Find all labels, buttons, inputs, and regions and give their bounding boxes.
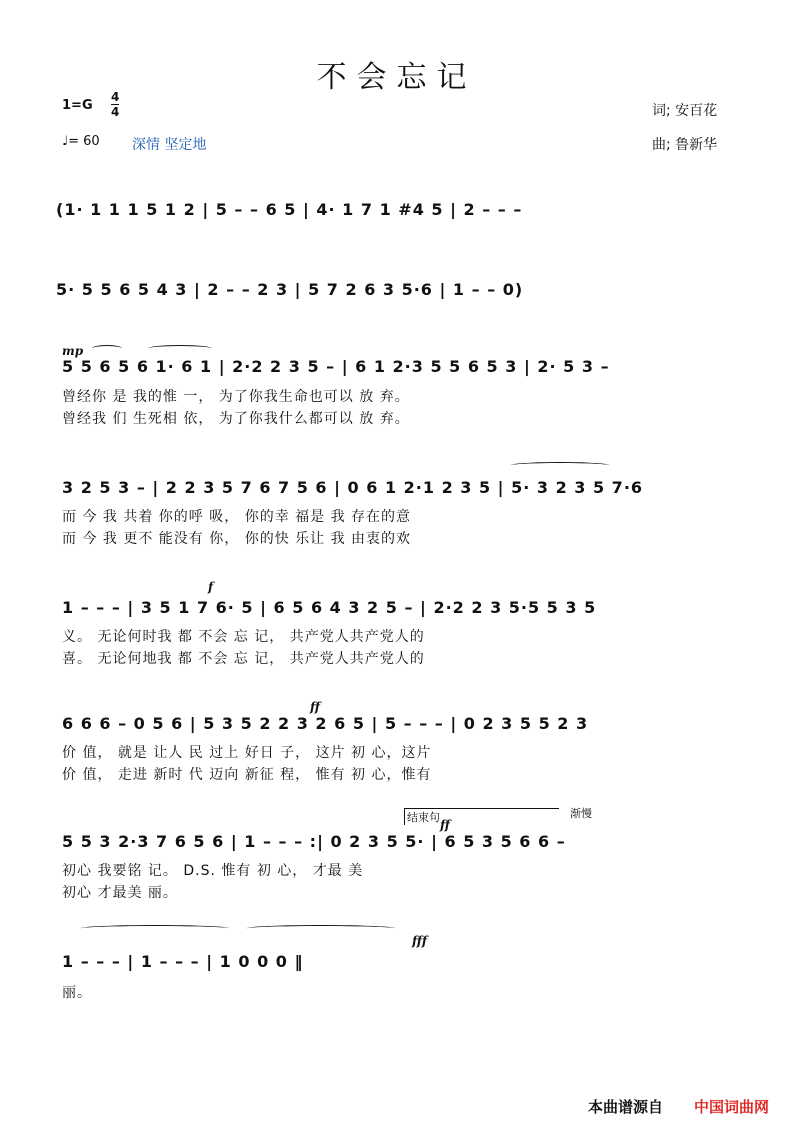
time-signature [111,90,119,119]
ritardando-marking: 渐慢 [570,807,592,820]
lyric-line-3-verse-1: 曾经你 是 我的惟 一， 为了你我生命也可以 放 弃。 [62,389,410,405]
dynamic-mark-mp: mp [62,344,84,358]
lyric-line-5-verse-1: 义。 无论何时我 都 不会 忘 记， 共产党人共产党人的 [62,629,425,645]
score-line-3: 5 5 6 5 6 1· 6 1 | 2·2 2 3 5 – | 6 1 2·3 5 5 6 5 3 | 2· 5 3 – [62,357,610,376]
tie-arc [510,462,610,469]
tie-arc [92,345,122,352]
lyric-line-3-verse-2: 曾经我 们 生死相 依， 为了你我什么都可以 放 弃。 [62,411,410,427]
lyric-line-6-verse-1: 价 值， 就是 让人 民 过上 好日 子， 这片 初 心，这片 [62,745,432,761]
score-line-2: 5· 5 5 6 5 4 3 | 2 – – 2 3 | 5 7 2 6 3 5·6 | 1 – – 0) [56,280,524,299]
ending-marking: 结束句 [404,808,559,825]
dynamic-mark-f: f [208,580,214,594]
score-line-4: 3 2 5 3 – | 2 2 3 5 7 6 7 5 6 | 0 6 1 2·1 2 3 5 | 5· 3 2 3 5 7·6 [62,478,644,497]
lyric-line-5-verse-2: 喜。 无论何地我 都 不会 忘 记， 共产党人共产党人的 [62,651,425,667]
tempo-marking: ♩= 60 [62,134,100,149]
score-line-1: (1· 1 1 1 5 1 2 | 5 – – 6 5 | 4· 1 7 1 #4 5 | 2 – – – [56,200,523,219]
dynamic-mark-fff: fff [412,934,428,948]
tie-arc [246,925,396,932]
score-line-5: 1 – – – | 3 5 1 7 6· 5 | 6 5 6 4 3 2 5 – | 2·2 2 3 5·5 5 3 5 [62,598,597,617]
expression-marking: 深情 坚定地 [132,137,207,153]
tie-arc [148,345,212,352]
score-line-6: 6 6 6 – 0 5 6 | 5 3 5 2 2 3 2 6 5 | 5 – – – | 0 2 3 5 5 2 3 [62,714,589,733]
key-signature: 1=G [62,98,93,113]
score-line-8: 1 – – – | 1 – – – | 1 0 0 0 ‖ [62,952,304,971]
source-site-link[interactable]: 中国词曲网 [694,1098,770,1116]
page-title: 不会忘记 [316,60,477,95]
lyric-line-8: 丽。 [62,985,92,1001]
source-label: 本曲谱源自 [588,1098,664,1116]
lyric-line-4-verse-2: 而 今 我 更不 能没有 你， 你的快 乐让 我 由衷的欢 [62,531,412,547]
score-line-7: 5 5 3 2·3 7 6 5 6 | 1 – – – :| 0 2 3 5 5· | 6 5 3 5 6 6 – [62,832,566,851]
lyric-line-7-verse-2: 初心 才最美 丽。 [62,885,178,901]
composer-credit: 曲; 鲁新华 [652,137,718,153]
tie-arc [80,925,230,932]
lyricist-credit: 词; 安百花 [652,103,718,119]
lyric-line-7-verse-1: 初心 我要铭 记。 D.S. 惟有 初 心， 才最 美 [62,863,364,879]
lyric-line-4-verse-1: 而 今 我 共着 你的呼 吸， 你的幸 福是 我 存在的意 [62,509,412,525]
dynamic-mark-ff: ff [310,700,320,714]
time-signature-bottom: 4 [111,105,120,119]
dynamic-mark-ff-2: ff [440,818,450,832]
lyric-line-6-verse-2: 价 值， 走进 新时 代 迈向 新征 程， 惟有 初 心，惟有 [62,767,432,783]
time-signature-top: 4 [111,90,120,104]
